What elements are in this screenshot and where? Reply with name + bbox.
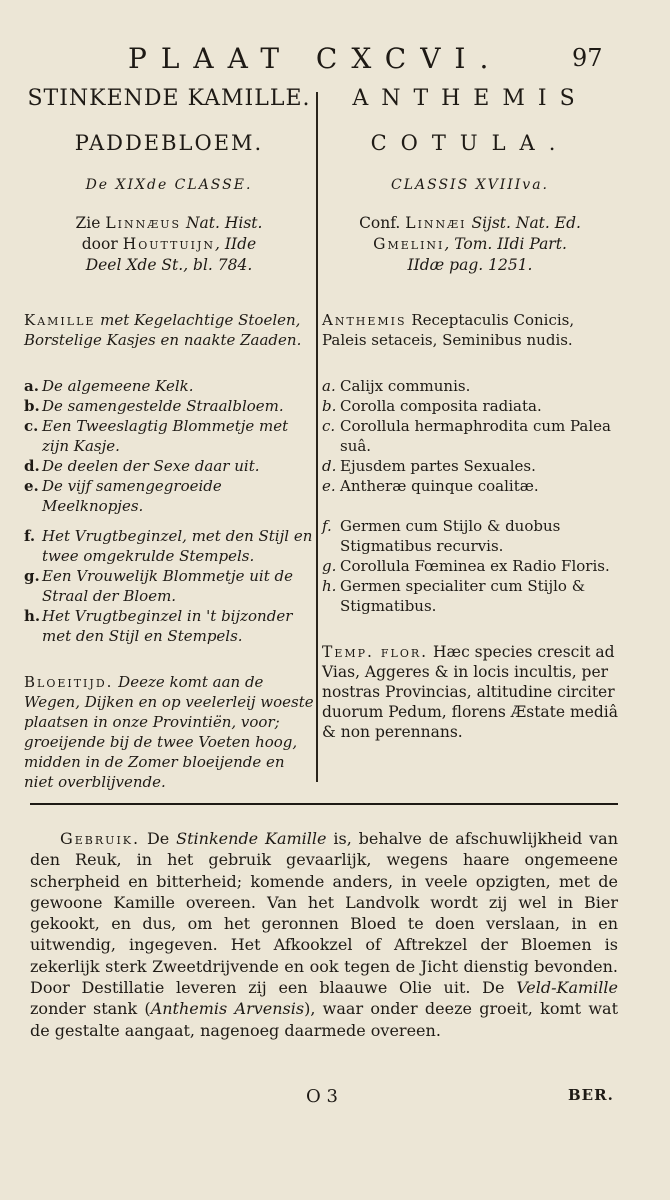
latin-class: CLASSIS XVIIIva. [391, 177, 549, 193]
latin-reference [322, 213, 618, 276]
ref-text: IIdæ pag. 1251. [407, 256, 533, 274]
ref-author: Linnæi [405, 214, 467, 232]
item-text: Antheræ quinque coalitæ. [340, 477, 539, 495]
item-letter: b. [322, 397, 337, 415]
flowering-label: Temp. flor. [322, 643, 429, 661]
item-text: Een Vrouwelijk Blommetje uit de Straal der Bloem. [42, 567, 294, 605]
item-letter: f. [24, 527, 36, 545]
list-item [24, 526, 314, 566]
item-letter: g. [24, 567, 40, 585]
item-text: Het Vrugtbeginzel, met den Stijl en twee omgekrulde Stempels. [42, 527, 313, 565]
list-item [322, 376, 618, 396]
ref-text: , Tom. IIdi Part. [444, 235, 567, 253]
dutch-title: STINKENDE KAMILLE. [27, 86, 311, 111]
list-item [322, 456, 618, 476]
item-letter: a. [24, 377, 39, 395]
list-item [24, 476, 314, 516]
ref-text: Nat. Hist. [181, 214, 263, 232]
ref-text: door [81, 235, 123, 253]
list-item [322, 416, 618, 456]
section-rule [30, 803, 618, 805]
item-text: De samengestelde Straalbloem. [42, 397, 284, 415]
flowering-label: Bloeitijd. [24, 673, 114, 691]
flowering-text: Hæc species crescit ad Vias, Aggeres & in locis incultis, per nostras Provincias, altitudine circiter duorum Pedum, florens Æstate mediâ & non perennans. [322, 643, 618, 741]
dutch-description [24, 310, 314, 350]
item-text: Germen cum Stijlo & duobus Stigmatibus recurvis. [340, 517, 561, 555]
item-letter: b. [24, 397, 40, 415]
item-text: Germen specialiter cum Stijlo & Stigmatibus. [340, 577, 586, 615]
flowering-text: Deeze komt aan de Wegen, Dijken en op veelerleij woeste plaatsen in onze Provintiën, voor; groeijende bij de twee Voeten hoog, midden in de Zomer bloeijende en niet overblijvende. [24, 673, 314, 791]
usage-text: zonder stank ( [30, 999, 151, 1019]
genus-label: Anthemis [322, 311, 407, 329]
genus-label: Kamille [24, 311, 96, 329]
usage-text: Veld-Kamille [516, 978, 618, 998]
dutch-class: De XIXde CLASSE. [85, 177, 253, 193]
usage-paragraph [30, 828, 618, 1041]
latin-description [322, 310, 618, 350]
latin-column [322, 86, 618, 742]
list-item [322, 556, 618, 576]
signature-mark: O 3 [306, 1086, 338, 1107]
list-item [24, 376, 314, 396]
ref-text: Zie [75, 214, 106, 232]
item-text: De algemeene Kelk. [42, 377, 194, 395]
usage-text: Anthemis Arvensis [150, 999, 305, 1019]
item-text: De deelen der Sexe daar uit. [42, 457, 260, 475]
list-item [322, 476, 618, 496]
list-item [322, 576, 618, 616]
item-text: Corolla composita radiata. [340, 397, 542, 415]
column-divider [316, 92, 318, 782]
ref-text: Deel Xde St., bl. 784. [85, 256, 253, 274]
item-text: De vijf samengegroeide Meelknopjes. [42, 477, 222, 515]
dutch-reference [24, 213, 314, 276]
usage-text: Stinkende Kamille [176, 829, 327, 848]
item-letter: a. [322, 377, 336, 395]
list-item [24, 396, 314, 416]
item-letter: h. [322, 577, 337, 595]
list-item [322, 516, 618, 556]
item-letter: f. [322, 517, 332, 535]
item-text: Corollula hermaphrodita cum Palea suâ. [340, 417, 611, 455]
ref-text: , IIde [215, 235, 257, 253]
usage-text: is, behalve de afschuwlijkheid van den Reuk, in het gebruik gevaarlijk, wegens haare ongemeene scherpheid en bitterheid; komende anders, in veele opzigten, met de gewoone Kamille overeen. Van het Landvolk wordt zij wel in Bier gekookt, en dus, om het geronnen Bloed te doen verslaan, in en uitwendig, ingegeven. Het Afkookzel of Aftrekzel der Bloemen is zekerlijk sterk Zweetdrijvende en ook tegen de Jicht dienstig bevonden. Door Destillatie leveren zij een blaauwe Olie uit. De [30, 829, 619, 998]
ref-author: Gmelini [373, 235, 445, 253]
item-letter: g. [322, 557, 337, 575]
item-letter: e. [24, 477, 39, 495]
plate-title: PLAAT CXCVI. [128, 42, 503, 75]
list-item [24, 606, 314, 646]
ref-text: Sijst. Nat. Ed. [466, 214, 581, 232]
dutch-subtitle: PADDEBLOEM. [74, 131, 264, 155]
description-text: Receptaculis Conicis, Paleis setaceis, Seminibus nudis. [322, 311, 575, 349]
ref-author: Houttuijn [122, 235, 216, 253]
item-letter: c. [24, 417, 39, 435]
item-text: Ejusdem partes Sexuales. [340, 457, 536, 475]
item-letter: h. [24, 607, 41, 625]
page-header [0, 42, 670, 76]
dutch-flowering-time [24, 672, 314, 792]
dutch-parts-list [24, 356, 314, 646]
list-item [24, 566, 314, 606]
item-text: Corollula Fœminea ex Radio Floris. [340, 557, 610, 575]
item-letter: d. [322, 457, 337, 475]
catchword: BER. [568, 1086, 614, 1104]
list-item [24, 456, 314, 476]
list-item [24, 416, 314, 456]
description-text: met Kegelachtige Stoelen, Borstelige Kasjes en naakte Zaaden. [24, 311, 302, 349]
ref-author: Linnæus [105, 214, 182, 232]
item-text: Een Tweeslagtig Blommetje met zijn Kasje. [42, 417, 289, 455]
dutch-column [24, 86, 314, 792]
usage-text: De [140, 829, 177, 848]
item-letter: e. [322, 477, 336, 495]
usage-label: Gebruik. [60, 829, 141, 848]
item-letter: d. [24, 457, 40, 475]
page-number: 97 [572, 44, 603, 72]
latin-subtitle: COTULA. [370, 131, 570, 155]
item-text: Calijx communis. [340, 377, 471, 395]
latin-title: ANTHEMIS [352, 86, 588, 111]
item-letter: c. [322, 417, 336, 435]
list-item [322, 396, 618, 416]
item-text: Het Vrugtbeginzel in 't bijzonder met den Stijl en Stempels. [42, 607, 293, 645]
ref-text: Conf. [359, 214, 406, 232]
latin-flowering-time [322, 642, 618, 742]
usage-text: ), waar onder deeze groeit, komt wat de gestalte aangaat, nagenoeg daarmede overeen. [30, 999, 619, 1040]
latin-parts-list [322, 356, 618, 616]
